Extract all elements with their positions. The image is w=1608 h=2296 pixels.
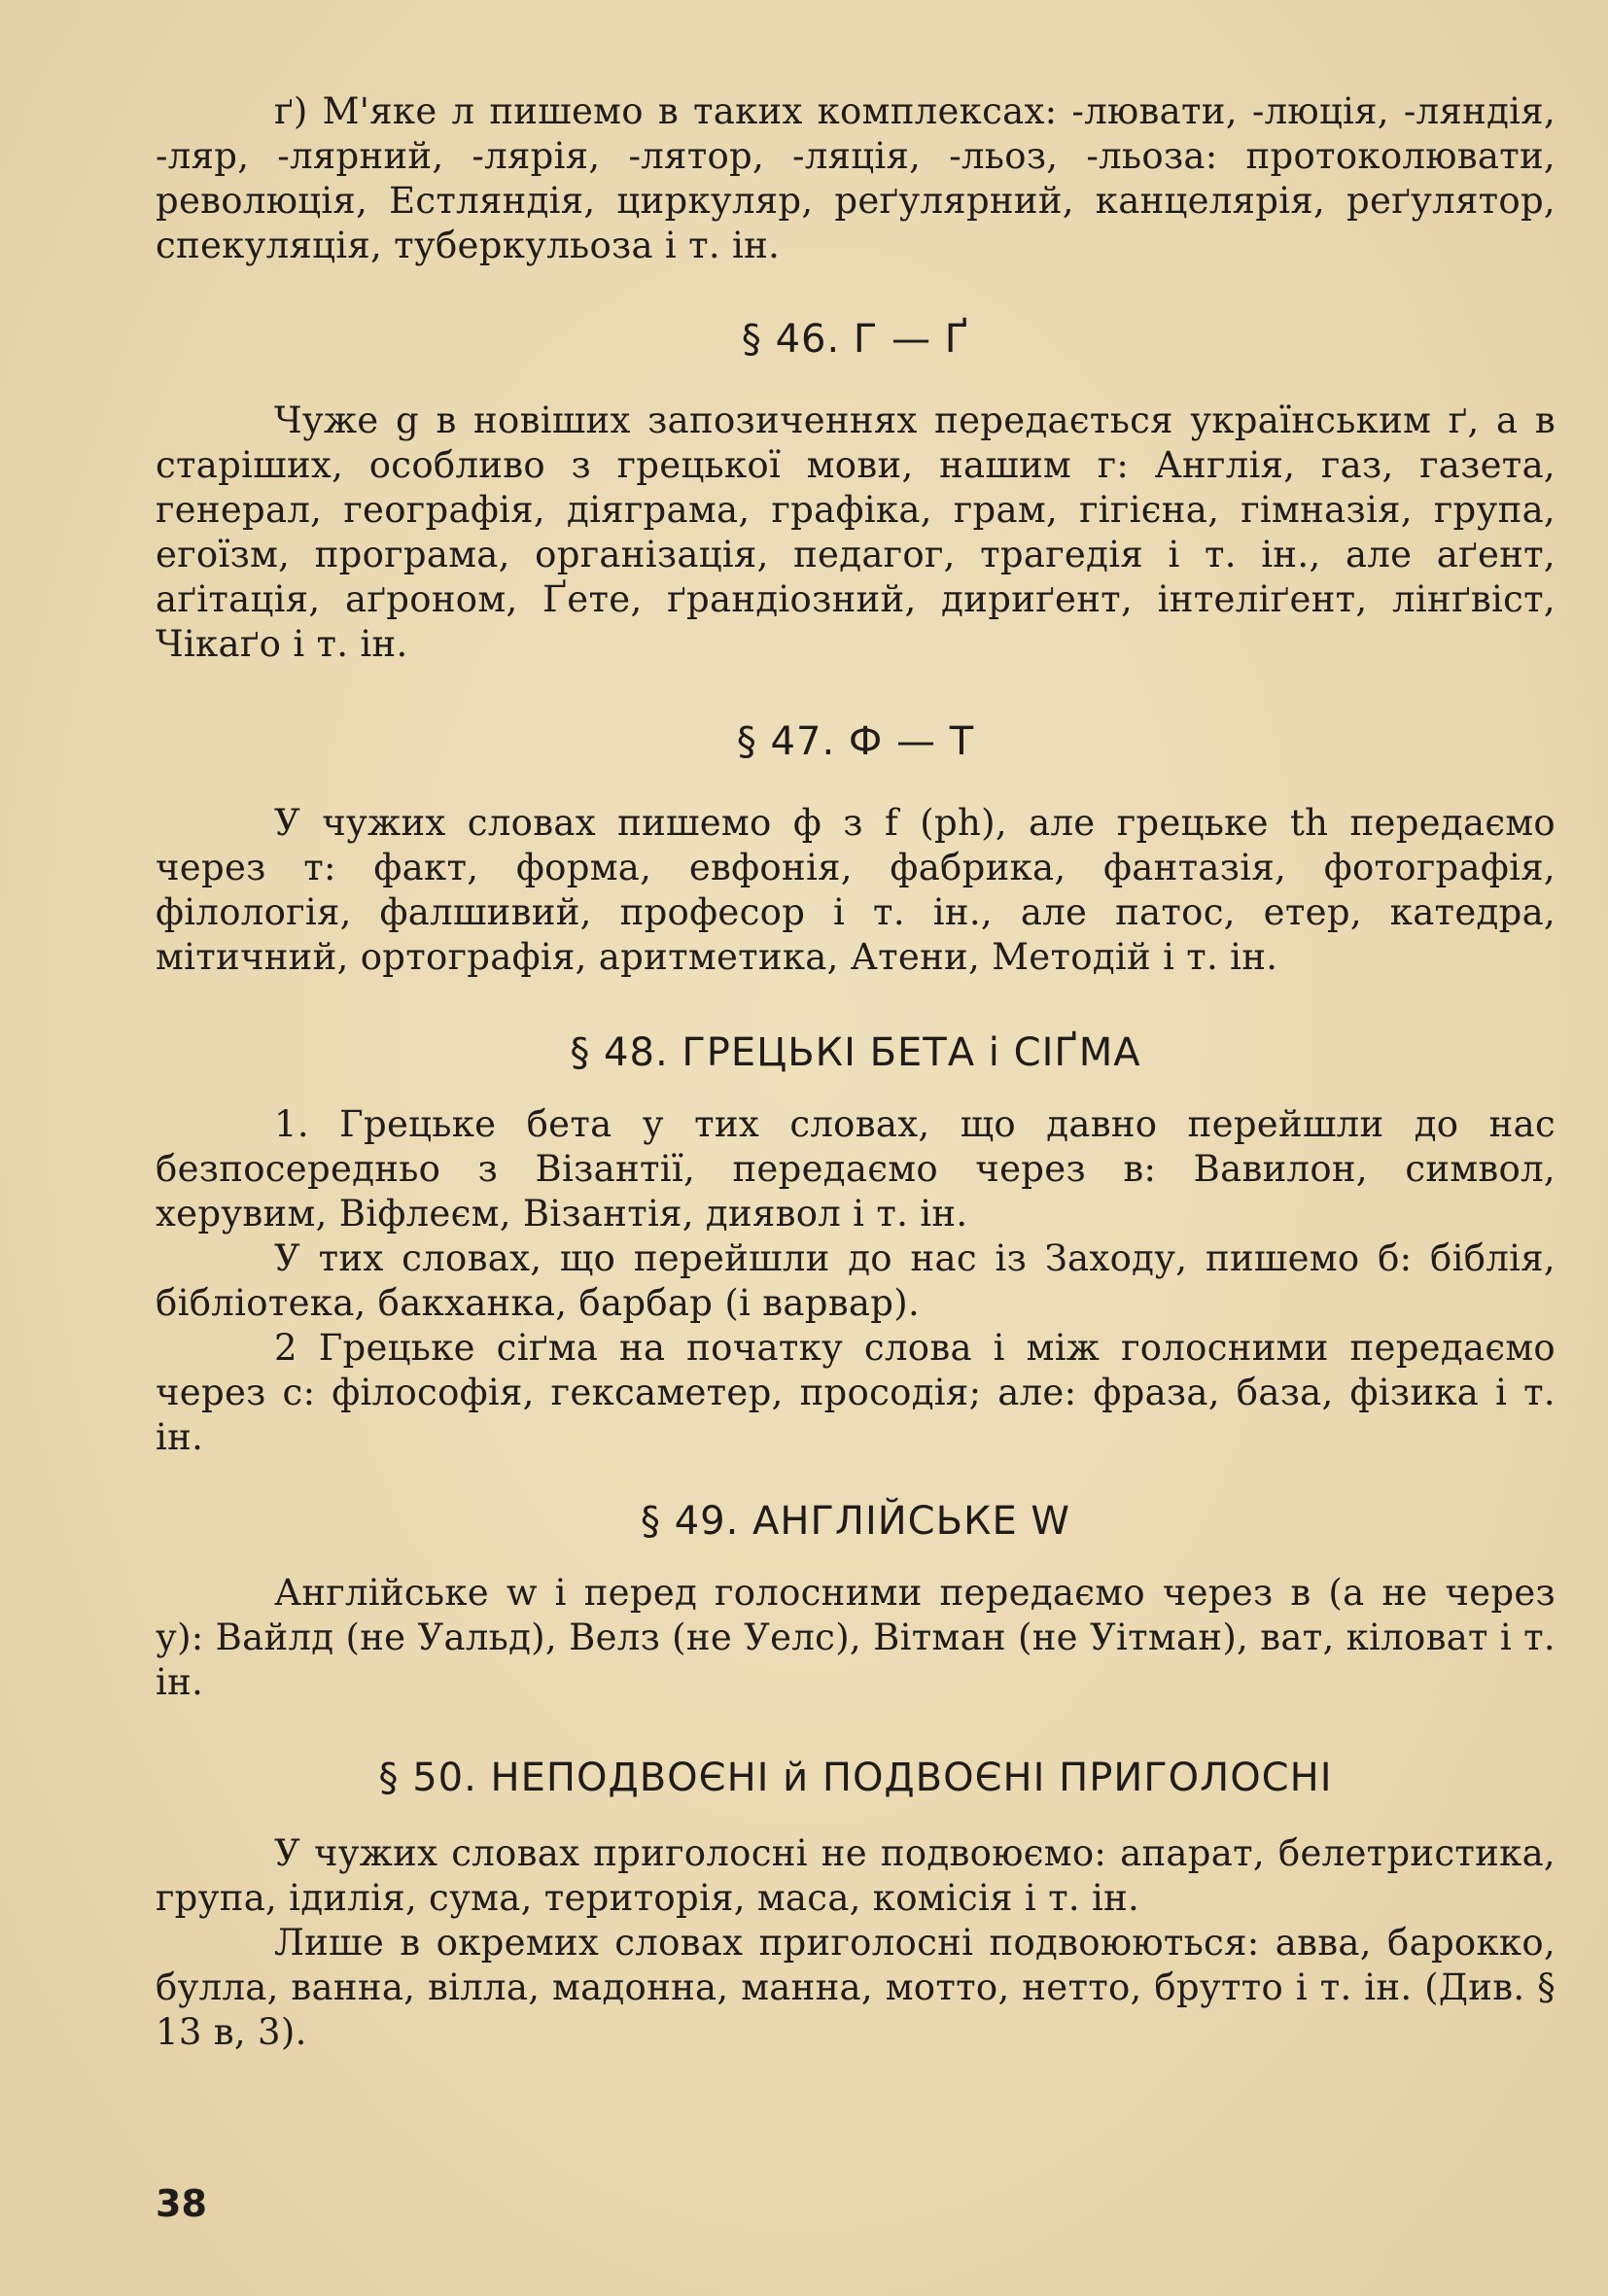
page-body [156, 89, 1556, 2055]
paragraph-47: У чужих словах пишемо ф з f (ph), але грецьке th передаємо через т: факт, форма, евфонія, фабрика, фантазія, фотографія, філологія, фалшивий, професор і т. ін., але патос, етер, катедра, мітичний, ортографія, аритметика, Атени, Методій і т. ін. [156, 802, 1556, 978]
paragraph-46: Чуже g в новіших запозиченнях передається українським ґ, а в старіших, особливо з грецької мови, нашим г: Англія, газ, газета, генерал, географія, діяграма, графіка, грам, гігієна, гімназія, група, егоїзм, програма, організація, педагог, трагедія і т. ін., але аґент, аґітація, аґроном, Ґете, ґрандіозний, дириґент, інтеліґент, лінґвіст, Чікаґо і т. ін. [156, 400, 1556, 665]
page-number: 38 [156, 2182, 207, 2225]
section-heading-48: § 48. ГРЕЦЬКІ БЕТА і СІҐМА [570, 1030, 1141, 1075]
paragraph-50-2: Лише в окремих словах приголосні подвоюються: авва, барокко, булла, ванна, вілла, мадонна, манна, мотто, нетто, брутто і т. ін. (Див. § 13 в, 3). [156, 1922, 1556, 2053]
paragraph-48-1b: У тих словах, що перейшли до нас із Заходу, пишемо б: біблія, бібліотека, бакханка, барбар (і варвар). [156, 1237, 1556, 1324]
paragraph-45-g: ґ) М'яке л пишемо в таких комплексах: -лювати, -люція, -ляндія, -ляр, -лярний, -лярія, -лятор, -ляція, -льоз, -льоза: протоколювати, революція, Естляндія, циркуляр, реґулярний, канцелярія, реґулятор, спекуляція, туберкульоза і т. ін. [156, 90, 1556, 266]
paragraph-50-1: У чужих словах приголосні не подвоюємо: апарат, белетристика, група, ідилія, сума, територія, маса, комісія і т. ін. [156, 1832, 1556, 1919]
section-heading-47: § 47. Ф — Т [736, 719, 975, 764]
section-heading-50: § 50. НЕПОДВОЄНІ й ПОДВОЄНІ ПРИГОЛОСНІ [378, 1756, 1333, 1800]
section-heading-49: § 49. АНГЛІЙСЬКЕ W [641, 1499, 1070, 1544]
paragraph-49: Англійське w і перед голосними передаємо через в (а не через у): Вайлд (не Уальд), Велз (не Уелс), Вітман (не Уітман), ват, кіловат і т. ін. [156, 1572, 1556, 1703]
paragraph-48-2: 2 Грецьке сіґма на початку слова і між голосними передаємо через с: філософія, гексаметер, просодія; але: фраза, база, фізика і т. ін. [156, 1327, 1556, 1458]
paragraph-48-1: 1. Грецьке бета у тих словах, що давно перейшли до нас безпосередньо з Візантії, передаємо через в: Вавилон, символ, херувим, Віфлеєм, Візантія, диявол і т. ін. [156, 1103, 1556, 1235]
section-heading-46: § 46. Г — Ґ [741, 317, 970, 362]
